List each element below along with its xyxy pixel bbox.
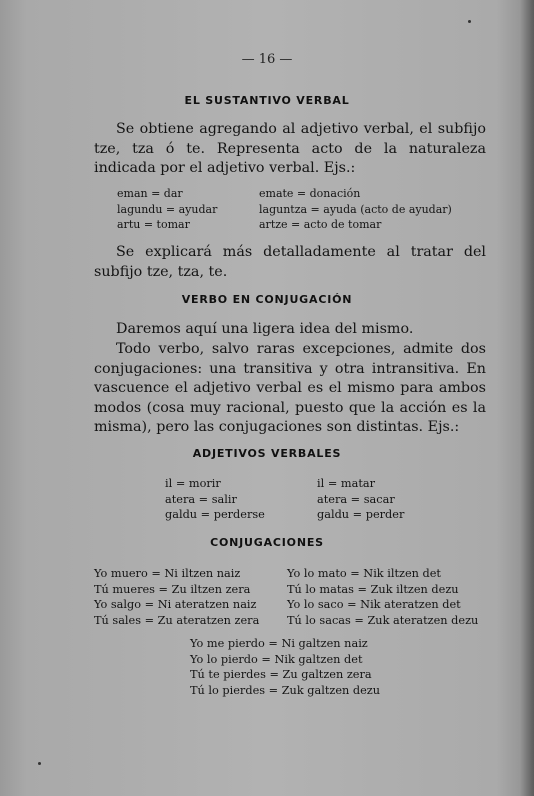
adjective-line: atera = sacar <box>317 492 395 506</box>
adjective-line: atera = salir <box>165 492 237 506</box>
heading-sustantivo-verbal: EL SUSTANTIVO VERBAL <box>184 94 350 107</box>
paragraph-sustantivo-note: Se explicará más detalladamente al tratar del subfijo tze, tza, te. <box>94 244 486 280</box>
paragraph-sustantivo-intro: Se obtiene agregando al adjetivo verbal, el subfijo tze, tza ó te. Representa acto de la naturaleza indicada por el adjetivo verbal. Ejs.: <box>94 121 486 176</box>
adjective-line: galdu = perder <box>317 508 405 521</box>
conjugation-line: Tú te pierdes = Zu galtzen zera <box>190 668 372 681</box>
example-line: artze = acto de tomar <box>259 218 382 231</box>
conjugaciones-right-column <box>287 566 478 628</box>
conjugation-line: Yo me pierdo = Ni galtzen naiz <box>190 637 368 650</box>
adjetivos-right-column <box>317 476 404 523</box>
conjugation-line: Tú sales = Zu ateratzen zera <box>94 613 260 627</box>
example-line: laguntza = ayuda (acto de ayudar) <box>259 202 452 216</box>
conjugation-line: Yo salgo = Ni ateratzen naiz <box>94 598 257 611</box>
conjugation-line: Tú lo matas = Zuk iltzen dezu <box>287 582 459 596</box>
conjugation-line: Tú lo pierdes = Zuk galtzen dezu <box>190 683 381 697</box>
example-line: eman = dar <box>117 187 183 200</box>
example-line: artu = tomar <box>117 218 190 231</box>
example-line: lagundu = ayudar <box>117 202 218 216</box>
conjugation-line: Yo lo pierdo = Nik galtzen det <box>190 652 363 666</box>
adjetivos-left-column <box>165 476 265 523</box>
conjugaciones-center-column <box>190 636 380 698</box>
page-number: — 16 — <box>241 52 293 67</box>
print-speck <box>468 20 471 23</box>
adjective-line: il = matar <box>317 477 375 490</box>
conjugation-line: Tú lo sacas = Zuk ateratzen dezu <box>287 613 479 627</box>
examples-left-column <box>117 186 217 233</box>
examples-right-column <box>259 186 452 233</box>
paragraph-verbo-intro: Daremos aquí una ligera idea del mismo. <box>116 321 414 337</box>
heading-adjetivos-verbales: ADJETIVOS VERBALES <box>192 447 342 460</box>
conjugation-line: Yo lo saco = Nik ateratzen det <box>287 598 461 611</box>
conjugation-line: Yo muero = Ni iltzen naiz <box>94 567 241 580</box>
conjugaciones-left-column <box>94 566 259 628</box>
conjugation-line: Tú mueres = Zu iltzen zera <box>94 582 251 596</box>
example-line: emate = donación <box>259 187 361 200</box>
paragraph-verbo-body: Todo verbo, salvo raras excepciones, admite dos conjugaciones: una transitiva y otra intransitiva. En vascuence el adjetivo verbal es el mismo para ambos modos (cosa muy racional, puesto que la acción es la misma), pero las conjugaciones son distintas. Ejs.: <box>94 341 486 435</box>
heading-verbo-conjugacion: VERBO EN CONJUGACIÓN <box>181 293 353 306</box>
conjugation-line: Yo lo mato = Nik iltzen det <box>287 567 441 580</box>
heading-conjugaciones: CONJUGACIONES <box>210 536 324 549</box>
print-speck <box>38 762 41 765</box>
adjective-line: galdu = perderse <box>165 508 265 521</box>
adjective-line: il = morir <box>165 477 221 490</box>
